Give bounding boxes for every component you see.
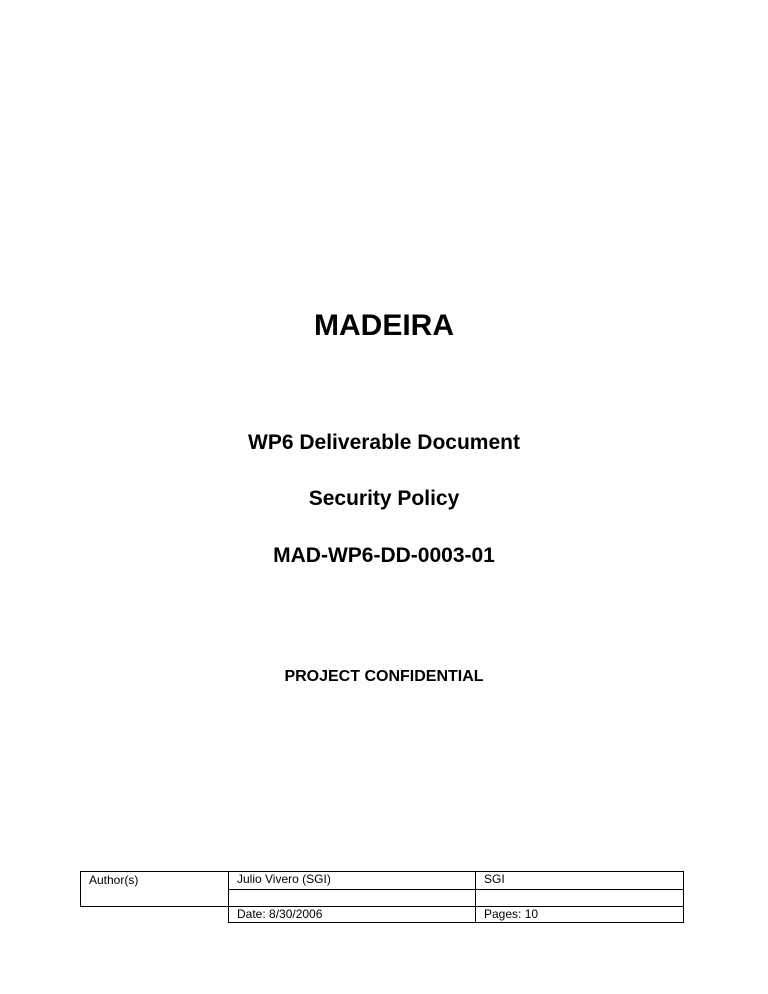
date-cell: [229, 907, 476, 923]
author-name-cell: [229, 872, 476, 890]
table-row: [81, 907, 684, 923]
author-org: SGI: [484, 872, 505, 886]
classification-label: PROJECT CONFIDENTIAL: [284, 668, 484, 685]
document-date: Date: 8/30/2006: [237, 907, 323, 921]
pages-cell: [476, 907, 684, 923]
author-label-cell: [81, 872, 229, 907]
blank-name-cell: [229, 890, 476, 907]
project-name: MADEIRA: [314, 309, 454, 342]
table-row: [81, 872, 684, 890]
document-metadata-table: [80, 871, 684, 923]
author-name: Julio Vivero (SGI): [237, 872, 331, 886]
deliverable-type: WP6 Deliverable Document: [248, 431, 520, 454]
author-label: Author(s): [89, 873, 139, 887]
empty-cell: [81, 907, 229, 923]
blank-org-cell: [476, 890, 684, 907]
document-title: Security Policy: [308, 487, 460, 510]
document-reference: MAD-WP6-DD-0003-01: [273, 544, 495, 567]
page-count: Pages: 10: [484, 907, 539, 921]
author-org-cell: [476, 872, 684, 890]
